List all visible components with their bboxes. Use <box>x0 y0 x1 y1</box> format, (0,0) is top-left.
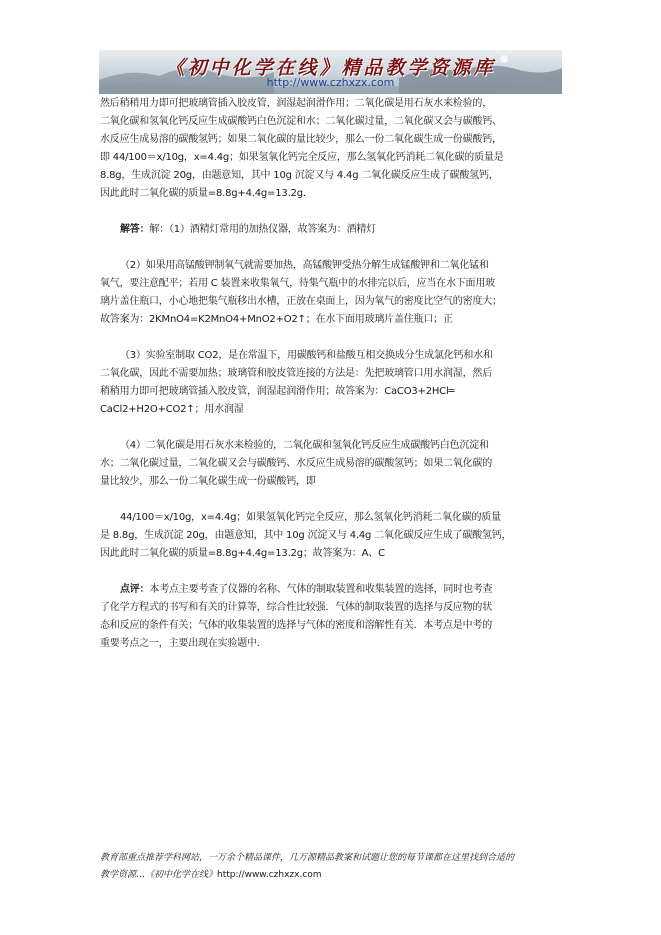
header-banner <box>99 50 562 94</box>
text-line: 8.8g，生成沉淀 20g，由题意知，其中 10g 沉淀又与 4.4g 二氧化碳反应生成了碳酸氢钙， <box>100 170 499 181</box>
footer-url-link[interactable]: http://www.czhxzx.com <box>217 870 322 880</box>
text-line: 因此此时二氧化碳的质量=8.8g+4.4g=13.2g． <box>100 188 313 199</box>
text-line: 是 8.8g，生成沉淀 20g，由题意知，其中 10g 沉淀又与 4.4g 二氧化碳反应生成了碳酸氢钙， <box>100 530 512 541</box>
answer-paragraph <box>100 221 563 239</box>
text-line: 故答案为：2KMnO4=K2MnO4+MnO2+O2↑；在水下面用玻璃片盖住瓶口；正 <box>100 314 453 325</box>
text-line: 水；二氧化碳过量，二氧化碳又会与碳酸钙、水反应生成易溶的碳酸氢钙；如果二氧化碳的 <box>100 458 492 469</box>
banner-url[interactable]: http://www.czhxzx.com <box>266 76 395 89</box>
comment-paragraph <box>100 581 563 653</box>
footer-text: 教学资源…《初中化学在线》 <box>100 870 218 880</box>
text-line: 然后稍稍用力即可把玻璃管插入胶皮管，润湿起润滑作用；二氧化碳是用石灰水来检验的， <box>100 98 492 109</box>
document-body <box>100 95 563 653</box>
text-line: 因此此时二氧化碳的质量=8.8g+4.4g=13.2g；故答案为：A、C <box>100 548 385 559</box>
footer-line-1: 教育部重点推荐学科网站，一万余个精品课件，几万源精品教案和试题让您的每节课都在这里找到合适的 <box>100 853 515 863</box>
text-line: 量比较少，那么一份二氧化碳生成一份碳酸钙，即 <box>100 476 316 487</box>
page-footer <box>100 850 563 884</box>
footer-line-2 <box>100 867 563 884</box>
text-line: （4）二氧化碳是用石灰水来检验的，二氧化碳和氢氧化钙反应生成碳酸钙白色沉淀和 <box>120 440 489 451</box>
banner-title: 《初中化学在线》精品教学资源库 <box>165 57 496 79</box>
text-line: 水反应生成易溶的碳酸氢钙；如果二氧化碳的量比较少，那么一份二氧化碳生成一份碳酸钙， <box>100 134 502 145</box>
paragraph-5 <box>100 509 563 563</box>
text-line: （3）实验室制取 CO2，是在常温下，用碳酸钙和盐酸互相交换成分生成氯化钙和水和 <box>120 350 493 361</box>
text-line: 二氧化碳和氢氧化钙反应生成碳酸钙白色沉淀和水；二氧化碳过量，二氧化碳又会与碳酸钙、 <box>100 116 502 127</box>
text-line: CaCl2+H2O+CO2↑；用水润湿 <box>100 404 244 415</box>
text-line: 氧气，要注意配平；若用 C 装置来收集氧气，待集气瓶中的水排完以后，应当在水下面用玻 <box>100 278 495 289</box>
paragraph-4 <box>100 437 563 491</box>
text-line: 稍稍用力即可把玻璃管插入胶皮管，润湿起润滑作用；故答案为：CaCO3+2HCl═ <box>100 386 455 397</box>
text-line: （2）如果用高锰酸钾制氧气就需要加热，高锰酸钾受热分解生成锰酸钾和二氧化锰和 <box>120 260 489 271</box>
intro-paragraph <box>100 95 563 203</box>
text-line: 二氧化碳，因此不需要加热；玻璃管和胶皮管连接的方法是：先把玻璃管口用水润湿，然后 <box>100 368 492 379</box>
paragraph-3 <box>100 347 563 419</box>
answer-text: 解：（1）酒精灯常用的加热仪器，故答案为：酒精灯 <box>149 224 376 235</box>
comment-label: 点评： <box>120 584 150 595</box>
text-line: 态和反应的条件有关；气体的收集装置的选择与气体的密度和溶解性有关．本考点是中考的 <box>100 620 492 631</box>
answer-label: 解答： <box>120 224 150 235</box>
text-line: 了化学方程式的书写和有关的计算等，综合性比较强．气体的制取装置的选择与反应物的状 <box>100 602 492 613</box>
text-line: 璃片盖住瓶口，小心地把集气瓶移出水槽，正放在桌面上，因为氧气的密度比空气的密度大； <box>100 296 502 307</box>
text-line: 本考点主要考查了仪器的名称、气体的制取装置和收集装置的选择，同时也考查 <box>149 584 493 595</box>
text-line: 重要考点之一，主要出现在实验题中． <box>100 638 267 649</box>
text-line: 44/100＝x/10g，x=4.4g；如果氢氧化钙完全反应，那么氢氧化钙消耗二氧化碳的质量 <box>120 512 501 523</box>
paragraph-2 <box>100 257 563 329</box>
text-line: 即 44/100＝x/10g，x=4.4g；如果氢氧化钙完全反应，那么氢氧化钙消耗二氧化碳的质量是 <box>100 152 504 163</box>
